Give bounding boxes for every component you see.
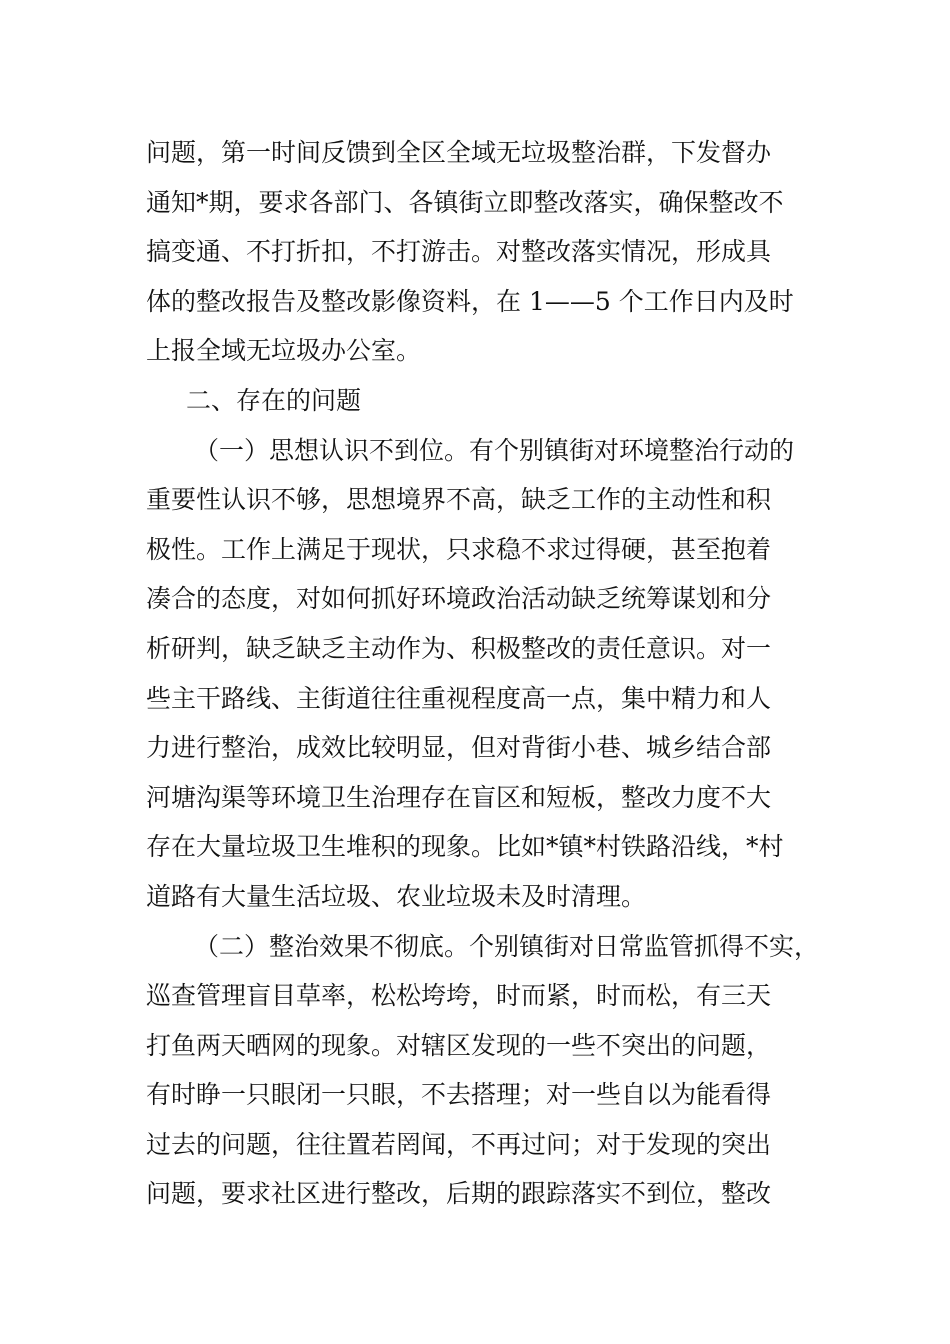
text-line: 河塘沟渠等环境卫生治理存在盲区和短板，整改力度不大: [146, 782, 772, 812]
text-line: 打鱼两天晒网的现象。对辖区发现的一些不突出的问题，: [146, 1030, 772, 1060]
paragraph-first-line: （一）思想认识不到位。有个别镇街对环境整治行动的: [194, 435, 795, 465]
text-line: 存在大量垃圾卫生堆积的现象。比如*镇*村铁路沿线，*村: [146, 832, 784, 862]
text-line: 问题，要求社区进行整改，后期的跟踪落实不到位，整改: [146, 1179, 772, 1209]
document-body: [146, 128, 826, 1219]
text-line: 通知*期，要求各部门、各镇街立即整改落实，确保整改不: [146, 187, 784, 217]
paragraph-first-line: （二）整治效果不彻底。个别镇街对日常监管抓得不实，: [194, 931, 820, 961]
text-line: 巡查管理盲目草率，松松垮垮，时而紧，时而松，有三天: [146, 981, 772, 1011]
text-line: 道路有大量生活垃圾、农业垃圾未及时清理。: [146, 881, 647, 911]
text-line: 重要性认识不够，思想境界不高，缺乏工作的主动性和积: [146, 485, 772, 515]
text-line: 些主干路线、主街道往往重视程度高一点，集中精力和人: [146, 683, 772, 713]
text-line: 问题，第一时间反馈到全区全域无垃圾整治群，下发督办: [146, 138, 772, 167]
text-line: 析研判，缺乏缺乏主动作为、积极整改的责任意识。对一: [146, 633, 772, 663]
text-line: 体的整改报告及整改影像资料，在 1——5 个工作日内及时: [146, 286, 794, 316]
text-line: 搞变通、不打折扣，不打游击。对整改落实情况，形成具: [146, 237, 772, 267]
text-line: 上报全域无垃圾办公室。: [146, 336, 422, 366]
text-line: 极性。工作上满足于现状，只求稳不求过得硬，甚至抱着: [146, 534, 772, 564]
section-heading: 二、存在的问题: [186, 385, 362, 415]
text-line: 凑合的态度，对如何抓好环境政治活动缺乏统筹谋划和分: [146, 584, 772, 614]
text-line: 过去的问题，往往置若罔闻，不再过问；对于发现的突出: [146, 1129, 772, 1159]
text-line: 有时睁一只眼闭一只眼，不去搭理；对一些自以为能看得: [146, 1080, 772, 1110]
text-line: 力进行整治，成效比较明显，但对背街小巷、城乡结合部: [146, 733, 772, 763]
